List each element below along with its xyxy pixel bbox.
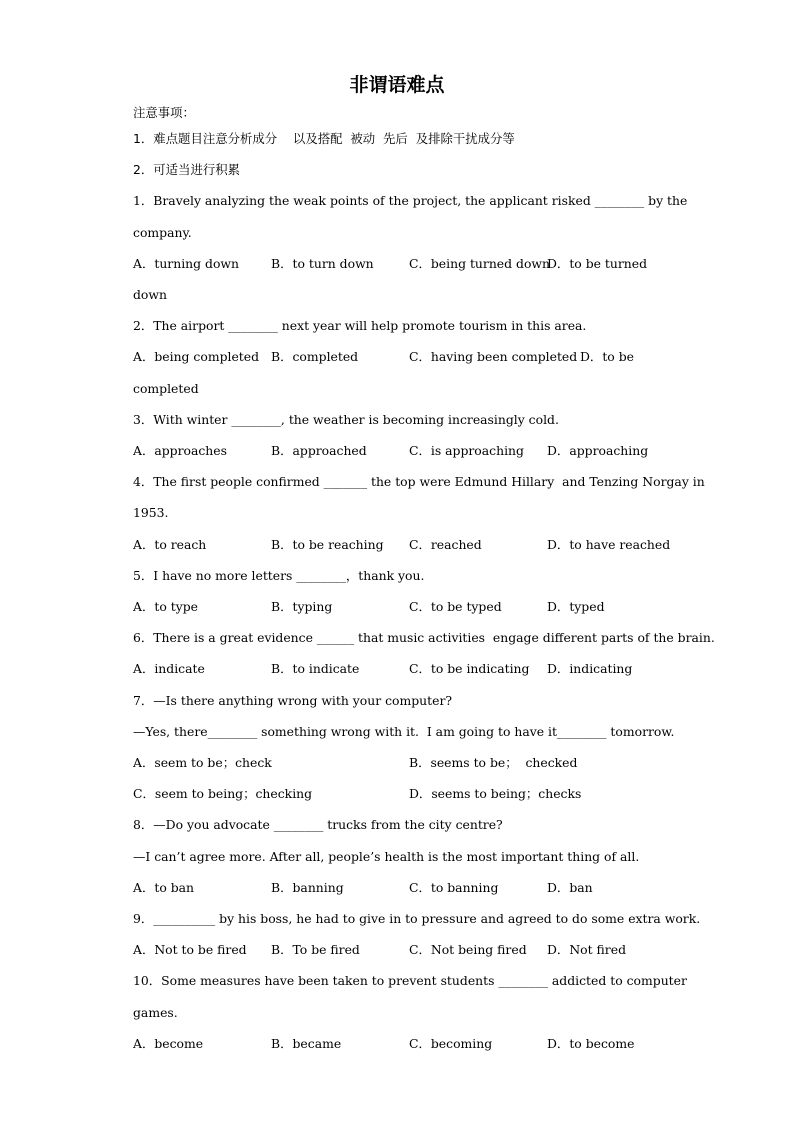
question-6-option-d: D．indicating (547, 661, 633, 676)
question-1-option-d-cont: down (133, 287, 167, 302)
question-5-option-b: B．typing (271, 599, 333, 614)
question-8-option-a: A．to ban (133, 880, 195, 895)
question-2-option-c: C．having been completed (409, 349, 578, 364)
question-4-option-d: D．to have reached (547, 537, 671, 552)
question-3-option-c: C．is approaching (409, 443, 524, 458)
question-5-option-d: D．typed (547, 599, 605, 614)
question-7-stem: 7．—Is there anything wrong with your computer? (133, 693, 453, 708)
notes-heading: 注意事项： (133, 105, 195, 120)
question-9-option-a: A．Not to be fired (133, 942, 247, 957)
question-8-option-c: C．to banning (409, 880, 499, 895)
question-10-option-a: A．become (133, 1036, 204, 1051)
question-8-stem-cont: —I can’t agree more. After all, people’s health is the most important thing of all. (133, 849, 640, 864)
note-item-2: 2．可适当进行积累 (133, 162, 241, 177)
question-1-option-a: A．turning down (133, 256, 239, 271)
page-title: 非谓语难点 (349, 74, 445, 96)
question-4-option-a: A．to reach (133, 537, 207, 552)
question-6-option-a: A．indicate (133, 661, 205, 676)
question-1-option-d: D．to be turned (547, 256, 648, 271)
question-9-stem: 9．__________ by his boss, he had to give in to pressure and agreed to do some extra work. (133, 911, 701, 926)
question-1-stem-cont: company. (133, 225, 192, 240)
question-2-option-d-cont: completed (133, 381, 199, 396)
question-10-stem: 10．Some measures have been taken to prevent students ________ addicted to computer (133, 973, 687, 988)
question-5-option-a: A．to type (133, 599, 198, 614)
question-3-option-a: A．approaches (133, 443, 227, 458)
question-7-option-b: B．seems to be； checked (409, 755, 578, 770)
question-9-option-b: B．To be fired (271, 942, 360, 957)
question-4-stem: 4．The first people confirmed _______ the top were Edmund Hillary and Tenzing Norgay in (133, 474, 705, 489)
question-1-option-b: B．to turn down (271, 256, 374, 271)
question-2-option-d: D．to be (580, 349, 634, 364)
question-4-option-c: C．reached (409, 537, 482, 552)
question-7-stem-cont: —Yes, there________ something wrong with it. I am going to have it________ tomorrow. (133, 724, 675, 739)
question-3-option-d: D．approaching (547, 443, 649, 458)
question-7-option-c: C．seem to being；checking (133, 786, 313, 801)
question-9-option-d: D．Not fired (547, 942, 626, 957)
question-4-stem-cont: 1953. (133, 505, 169, 520)
question-10-stem-cont: games. (133, 1005, 178, 1020)
question-5-option-c: C．to be typed (409, 599, 502, 614)
question-9-option-c: C．Not being fired (409, 942, 527, 957)
question-6-option-b: B．to indicate (271, 661, 360, 676)
question-8-option-b: B．banning (271, 880, 344, 895)
question-10-option-b: B．became (271, 1036, 342, 1051)
question-3-option-b: B．approached (271, 443, 367, 458)
question-10-option-d: D．to become (547, 1036, 635, 1051)
question-2-option-a: A．being completed (133, 349, 260, 364)
question-5-stem: 5．I have no more letters ________，thank you. (133, 568, 425, 583)
question-4-option-b: B．to be reaching (271, 537, 384, 552)
question-6-stem: 6．There is a great evidence ______ that music activities engage different parts of the brain. (133, 630, 715, 645)
question-10-option-c: C．becoming (409, 1036, 493, 1051)
question-3-stem: 3．With winter ________, the weather is becoming increasingly cold. (133, 412, 559, 427)
question-1-option-c: C．being turned down (409, 256, 550, 271)
question-7-option-d: D．seems to being；checks (409, 786, 582, 801)
question-6-option-c: C．to be indicating (409, 661, 530, 676)
question-2-stem: 2．The airport ________ next year will help promote tourism in this area. (133, 318, 587, 333)
question-8-stem: 8．—Do you advocate ________ trucks from the city centre? (133, 817, 503, 832)
note-item-1: 1．难点题目注意分析成分 以及搭配 被动 先后 及排除干扰成分等 (133, 131, 515, 146)
question-2-option-b: B．completed (271, 349, 359, 364)
question-8-option-d: D．ban (547, 880, 593, 895)
question-7-option-a: A．seem to be；check (133, 755, 272, 770)
question-1-stem: 1．Bravely analyzing the weak points of the project, the applicant risked ________ by the (133, 193, 688, 208)
